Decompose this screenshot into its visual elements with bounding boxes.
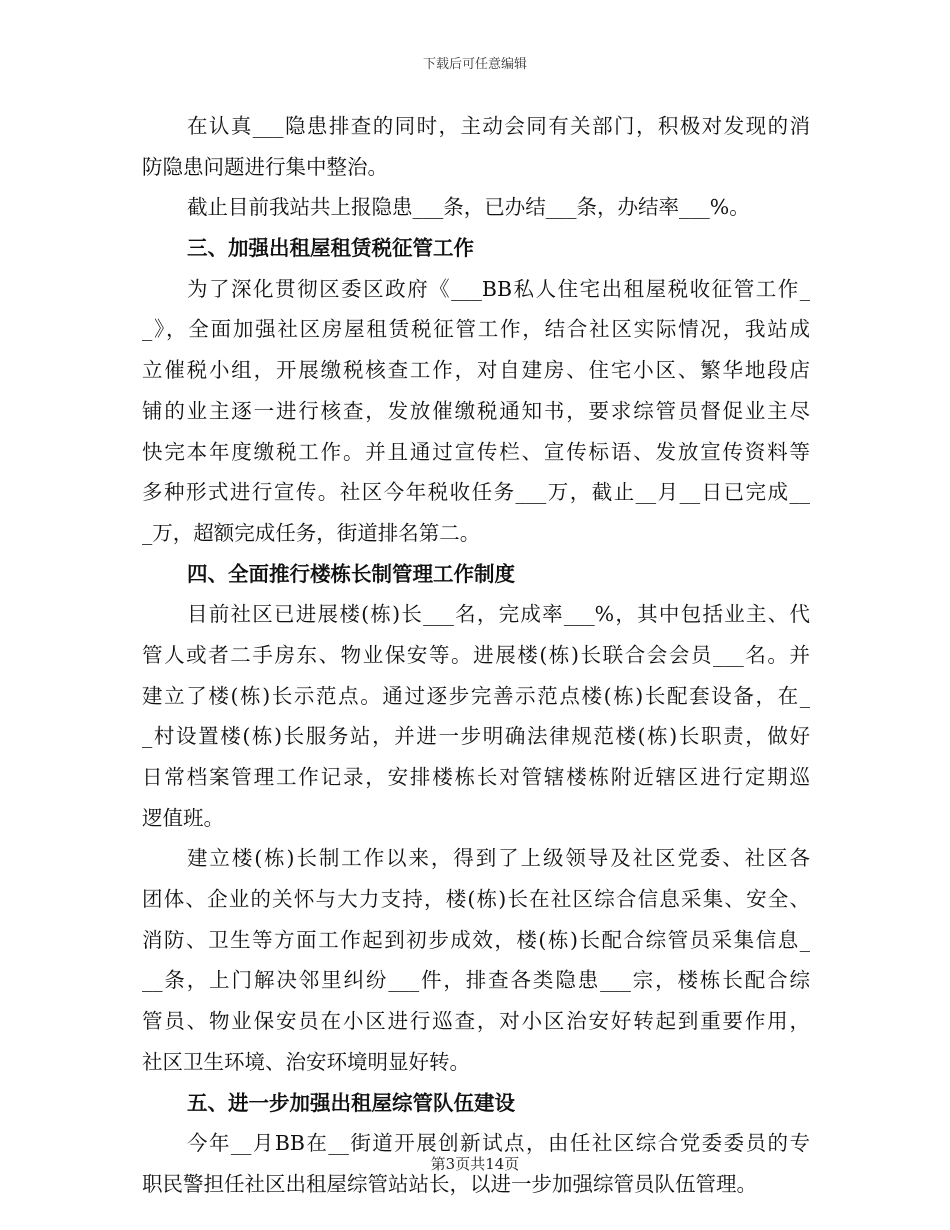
- section-heading: 五、进一步加强出租屋综管队伍建设: [187, 1090, 515, 1115]
- paragraph-line: 截止目前我站共上报隐患___条，已办结___条，办结率___%。: [187, 195, 750, 220]
- paragraph-line: 团体、企业的关怀与大力支持，楼(栋)长在社区综合信息采集、安全、: [142, 887, 810, 912]
- paragraph-line: 在认真___隐患排查的同时，主动会同有关部门，积极对发现的消: [187, 114, 810, 138]
- document-body: [142, 106, 810, 1205]
- paragraph-line: 立催税小组，开展缴税核查工作，对自建房、住宅小区、繁华地段店: [142, 358, 810, 383]
- paragraph-line: 日常档案管理工作记录，安排楼栋长对管辖楼栋附近辖区进行定期巡: [142, 765, 810, 789]
- paragraph-line: _村设置楼(栋)长服务站，并进一步明确法律规范楼(栋)长职责，做好: [142, 724, 810, 749]
- paragraph-line: 消防、卫生等方面工作起到初步成效，楼(栋)长配合综管员采集信息_: [142, 927, 810, 952]
- paragraph-line: 管人或者二手房东、物业保安等。进展楼(栋)长联合会会员___名。并: [142, 642, 810, 667]
- paragraph-line: 社区卫生环境、治安环境明显好转。: [142, 1049, 470, 1074]
- paragraph-line: 快完本年度缴税工作。并且通过宣传栏、宣传标语、发放宣传资料等: [142, 439, 810, 464]
- paragraph-line: 职民警担任社区出租屋综管站站长，以进一步加强综管员队伍管理。: [142, 1171, 757, 1196]
- paragraph-line: 为了深化贯彻区委区政府《___BB私人住宅出租屋税收征管工作_: [187, 276, 810, 301]
- paragraph-line: 管员、物业保安员在小区进行巡查，对小区治安好转起到重要作用，: [142, 1009, 810, 1034]
- paragraph-line: 今年__月BB在__街道开展创新试点，由任社区综合党委委员的专: [187, 1131, 810, 1156]
- paragraph-line: 建立楼(栋)长制工作以来，得到了上级领导及社区党委、社区各: [187, 846, 810, 871]
- paragraph-line: 铺的业主逐一进行核查，发放催缴税通知书，要求综管员督促业主尽: [142, 398, 810, 423]
- paragraph-line: __条，上门解决邻里纠纷___件，排查各类隐患___宗，楼栋长配合综: [142, 968, 810, 993]
- paragraph-line: 目前社区已进展楼(栋)长___名，完成率___%，其中包括业主、代: [187, 602, 810, 627]
- page-header-note: 下载后可任意编辑: [422, 57, 527, 72]
- section-heading: 四、全面推行楼栋长制管理工作制度: [187, 561, 515, 586]
- page-number-footer: 第3页共14页: [430, 1155, 520, 1173]
- paragraph-line: 逻值班。: [142, 805, 224, 830]
- paragraph-line: 防隐患问题进行集中整治。: [142, 154, 388, 179]
- paragraph-line: _》，全面加强社区房屋租赁税征管工作，结合社区实际情况，我站成: [142, 317, 810, 342]
- paragraph-line: 建立了楼(栋)长示范点。通过逐步完善示范点楼(栋)长配套设备，在_: [142, 683, 810, 708]
- paragraph-line: 多种形式进行宣传。社区今年税收任务___万，截止__月__日已完成__: [142, 480, 810, 505]
- paragraph-line: _万，超额完成任务，街道排名第二。: [142, 520, 481, 545]
- section-heading: 三、加强出租屋租赁税征管工作: [187, 236, 474, 261]
